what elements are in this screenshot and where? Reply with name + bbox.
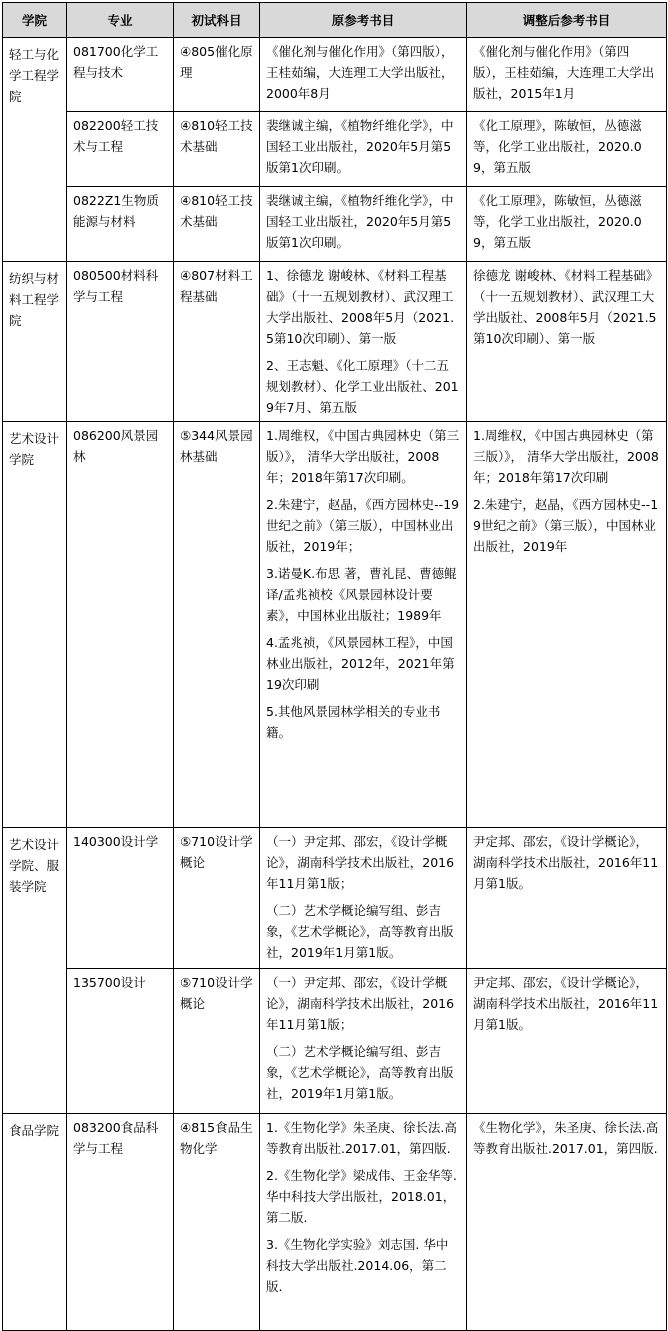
adjusted-books-cell [467, 38, 667, 112]
table-row [3, 187, 667, 262]
adjusted-books-cell [467, 262, 667, 422]
major-cell: 083200食品科学与工程 [67, 1114, 174, 1331]
book-entry: 4.孟兆祯，《风景园林工程》，中国林业出版社，2012年，2021年第19次印刷 [266, 635, 455, 692]
original-books-cell [260, 1114, 467, 1331]
adjusted-books-cell [467, 828, 667, 969]
table-row [3, 38, 667, 112]
college-cell: 艺术设计学院、服装学院 [3, 828, 67, 1114]
adjusted-books-cell [467, 112, 667, 187]
major-cell: 135700设计 [67, 969, 174, 1114]
book-entry: 《化工原理》，陈敏恒，丛德滋等，化学工业出版社，2020.09，第五版 [473, 118, 642, 175]
table-row [3, 112, 667, 187]
book-entry: 1.周维权，《中国古典园林史（第三版）》， 清华大学出版社，2008年；2018年第17次印刷 [473, 428, 659, 485]
original-books-cell [260, 187, 467, 262]
table-row [3, 969, 667, 1114]
table-row [3, 1114, 667, 1331]
header-original-books: 原参考书目 [260, 3, 467, 38]
book-entry: （二）艺术学概论编写组、彭吉象，《艺术学概论》，高等教育出版社，2019年1月第1版。 [266, 903, 454, 960]
table-row [3, 828, 667, 969]
book-entry: （一）尹定邦、邵宏，《设计学概论》，湖南科学技术出版社，2016年11月第1版； [266, 975, 455, 1032]
subject-cell: ⑤710设计学概论 [174, 828, 260, 969]
header-row [3, 3, 667, 38]
original-books-cell [260, 38, 467, 112]
college-cell: 食品学院 [3, 1114, 67, 1331]
subject-cell: ④810轻工技术基础 [174, 187, 260, 262]
subject-cell: ④810轻工技术基础 [174, 112, 260, 187]
book-entry: 尹定邦、邵宏，《设计学概论》，湖南科学技术出版社，2016年11月第1版。 [473, 834, 659, 891]
book-entry: 1.《生物化学》朱圣庚、徐长法.高等教育出版社.2017.01，第四版. [266, 1120, 457, 1156]
book-entry: 2、王志魁、《化工原理》（十二五规划教材）、化学工业出版社、2019年7月、第五版 [266, 358, 459, 415]
table-row [3, 422, 667, 828]
book-entry: 《生物化学》，朱圣庚、徐长法.高等教育出版社.2017.01，第四版. [473, 1120, 659, 1156]
book-entry: 《化工原理》，陈敏恒，丛德滋等，化学工业出版社，2020.09，第五版 [473, 193, 642, 250]
subject-cell: ⑤710设计学概论 [174, 969, 260, 1114]
adjusted-books-cell [467, 422, 667, 828]
book-entry: 裴继诚主编，《植物纤维化学》，中国轻工业出版社，2020年5月第5版第1次印刷。 [266, 193, 454, 250]
college-cell: 轻工与化学工程学院 [3, 38, 67, 262]
book-entry: 《催化剂与催化作用》（第四版），王桂茹编，大连理工大学出版社，2015年1月 [473, 44, 655, 101]
major-cell: 081700化学工程与技术 [67, 38, 174, 112]
book-entry: 3.《生物化学实验》刘志国. 华中科技大学出版社.2014.06，第二版. [266, 1237, 449, 1294]
book-entry: 徐德龙 谢峻林、《材料工程基础》（十一五规划教材）、武汉理工大学出版社、2008年5月（2021.5第10次印刷）、第一版 [473, 268, 659, 346]
subject-cell: ⑤344风景园林基础 [174, 422, 260, 828]
book-entry: 尹定邦、邵宏，《设计学概论》，湖南科学技术出版社，2016年11月第1版。 [473, 975, 659, 1032]
book-entry: 2.《生物化学》梁成伟、王金华等.华中科技大学出版社，2018.01，第二版. [266, 1168, 457, 1225]
book-entry: 1、徐德龙 谢峻林、《材料工程基础》（十一五规划教材）、武汉理工大学出版社、2008年5月（2021.5第10次印刷）、第一版 [266, 268, 455, 346]
book-entry: 2.朱建宁，赵晶，《西方园林史--19世纪之前》（第三版），中国林业出版社，2019年 [473, 497, 659, 554]
major-cell: 086200风景园林 [67, 422, 174, 828]
table-row [3, 262, 667, 422]
book-entry: 2.朱建宁，赵晶，《西方园林史--19世纪之前》（第三版），中国林业出版社，2019年； [266, 497, 460, 554]
book-entry: （一）尹定邦、邵宏，《设计学概论》，湖南科学技术出版社，2016年11月第1版； [266, 834, 455, 891]
book-entry: 《催化剂与催化作用》（第四版），王桂茹编，大连理工大学出版社，2000年8月 [266, 44, 454, 101]
original-books-cell [260, 262, 467, 422]
major-cell: 080500材料科学与工程 [67, 262, 174, 422]
major-cell: 140300设计学 [67, 828, 174, 969]
book-entry: 5.其他风景园林学相关的专业书籍。 [266, 704, 441, 740]
major-cell: 0822Z1生物质能源与材料 [67, 187, 174, 262]
book-entry: 裴继诚主编，《植物纤维化学》，中国轻工业出版社，2020年5月第5版第1次印刷。 [266, 118, 454, 175]
adjusted-books-cell [467, 187, 667, 262]
subject-cell: ④805催化原理 [174, 38, 260, 112]
header-major: 专业 [67, 3, 174, 38]
original-books-cell [260, 969, 467, 1114]
college-cell: 艺术设计学院 [3, 422, 67, 828]
book-entry: （二）艺术学概论编写组、彭吉象，《艺术学概论》，高等教育出版社，2019年1月第1版。 [266, 1044, 454, 1101]
subject-cell: ④807材料工程基础 [174, 262, 260, 422]
original-books-cell [260, 112, 467, 187]
original-books-cell [260, 828, 467, 969]
college-cell: 纺织与材料工程学院 [3, 262, 67, 422]
header-subject: 初试科目 [174, 3, 260, 38]
reference-book-table [2, 2, 667, 1331]
major-cell: 082200轻工技术与工程 [67, 112, 174, 187]
adjusted-books-cell [467, 1114, 667, 1331]
header-college: 学院 [3, 3, 67, 38]
original-books-cell [260, 422, 467, 828]
book-entry: 3.诺曼K.布思 著，曹礼昆、曹德鲲 译/孟兆祯校《风景园林设计要素》，中国林业出版社；1989年 [266, 566, 457, 623]
book-entry: 1.周维权，《中国古典园林史（第三版）》， 清华大学出版社，2008年；2018年第17次印刷。 [266, 428, 460, 485]
adjusted-books-cell [467, 969, 667, 1114]
subject-cell: ④815食品生物化学 [174, 1114, 260, 1331]
header-adjusted-books: 调整后参考书目 [467, 3, 667, 38]
